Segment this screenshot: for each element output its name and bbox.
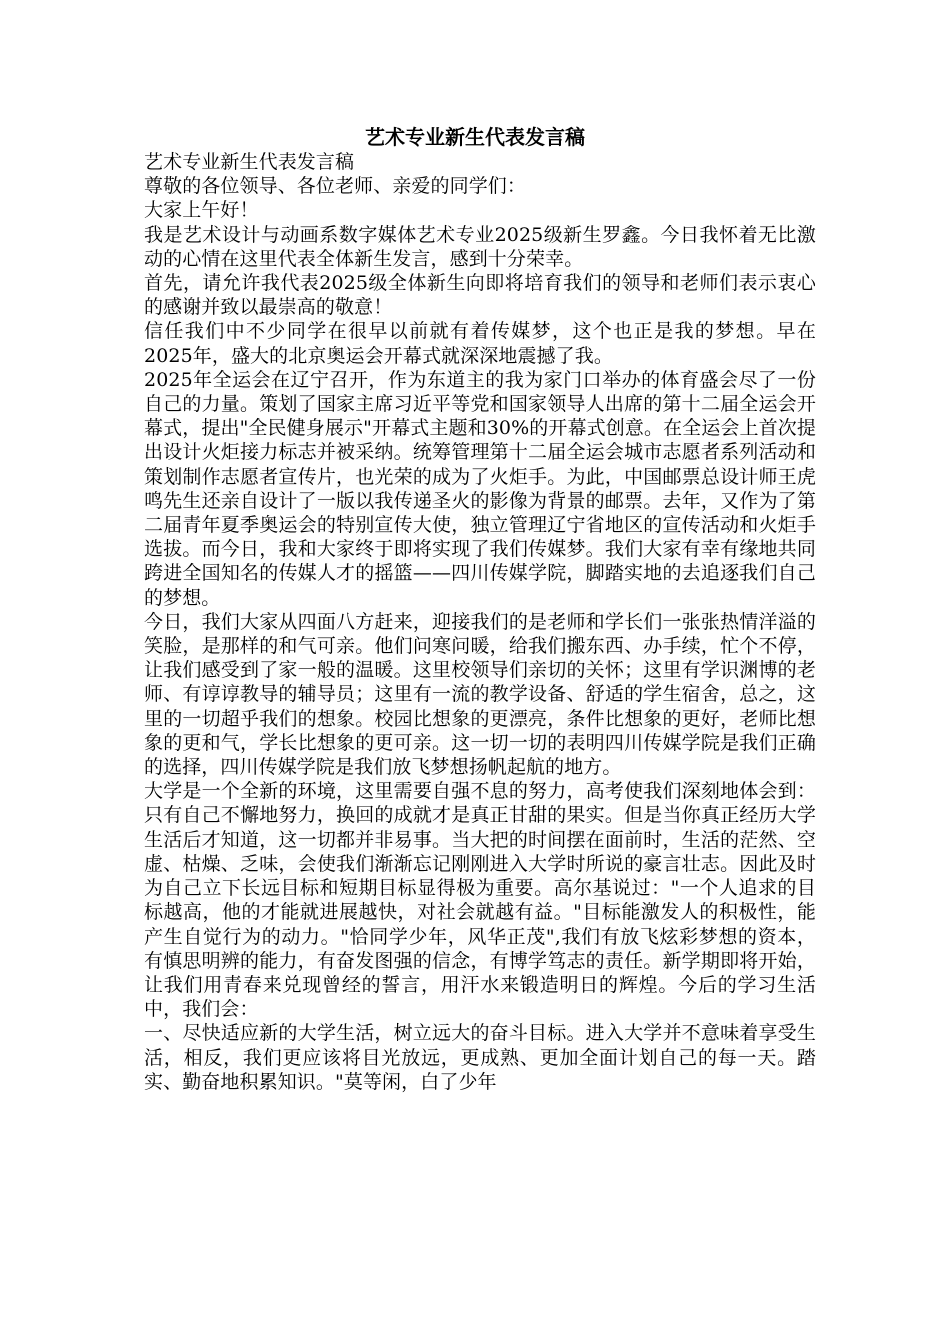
paragraph-introduction: 我是艺术设计与动画系数字媒体艺术专业2025级新生罗鑫。今日我怀着无比激动的心情在这里代表全体新生发言，感到十分荣幸。 xyxy=(144,223,816,270)
paragraph-greeting: 大家上午好！ xyxy=(144,199,259,222)
paragraph-dream: 信任我们中不少同学在很早以前就有着传媒梦，这个也正是我的梦想。早在2025年，盛大的北京奥运会开幕式就深深地震撼了我。 xyxy=(144,320,816,367)
document-body xyxy=(144,150,816,1094)
paragraph-university: 大学是一个全新的环境，这里需要自强不息的努力，高考使我们深刻地体会到：只有自己不懈地努力，换回的成就才是真正甘甜的果实。但是当你真正经历大学生活后才知道，这一切都并非易事。当大把的时间摆在面前时，生活的茫然、空虚、枯燥、乏味，会使我们渐渐忘记刚刚进入大学时所说的豪言壮志。因此及时为自己立下长远目标和短期目标显得极为重要。高尔基说过："一个人追求的目标越高，他的才能就进展越快，对社会就越有益。"目标能激发人的积极性，能产生自觉行为的动力。"恰同学少年，风华正茂",我们有放飞炫彩梦想的资本，有慎思明辨的能力，有奋发图强的信念，有博学笃志的责任。新学期即将开始，让我们用青春来兑现曾经的誓言，用汗水来锻造明日的辉煌。今后的学习生活中，我们会： xyxy=(144,780,816,1021)
paragraph-arrival: 今日，我们大家从四面八方赶来，迎接我们的是老师和学长们一张张热情洋溢的笑脸，是那样的和气可亲。他们问寒问暖，给我们搬东西、办手续，忙个不停，让我们感受到了家一般的温暖。这里校领导们亲切的关怀；这里有学识渊博的老师、有谆谆教导的辅导员；这里有一流的教学设备、舒适的学生宿舍，总之，这里的一切超乎我们的想象。校园比想象的更漂亮，条件比想象的更好，老师比想象的更和气，学长比想象的更可亲。这一切一切的表明四川传媒学院是我们正确的选择，四川传媒学院是我们放飞梦想扬帆起航的地方。 xyxy=(144,610,816,779)
paragraph-point-one: 一、尽快适应新的大学生活，树立远大的奋斗目标。进入大学并不意味着享受生活，相反，我们更应该将目光放远，更成熟、更加全面计划自己的每一天。踏实、勤奋地积累知识。"莫等闲，白了少年 xyxy=(144,1022,816,1093)
paragraph-salutation: 尊敬的各位领导、各位老师、亲爱的同学们： xyxy=(144,175,527,198)
document-title: 艺术专业新生代表发言稿 xyxy=(365,125,585,149)
paragraph-experience: 2025年全运会在辽宁召开，作为东道主的我为家门口举办的体育盛会尽了一份自己的力量。策划了国家主席习近平等党和国家领导人出席的第十二届全运会开幕式，提出"全民健身展示"开幕式主题和30%的开幕式创意。在全运会上首次提出设计火炬接力标志并被采纳。统筹管理第十二届全运会城市志愿者系列活动和策划制作志愿者宣传片，也光荣的成为了火炬手。为此，中国邮票总设计师王虎鸣先生还亲自设计了一版以我传递圣火的影像为背景的邮票。去年，又作为了第二届青年夏季奥运会的特别宣传大使，独立管理辽宁省地区的宣传活动和火炬手选拔。而今日，我和大家终于即将实现了我们传媒梦。我们大家有幸有缘地共同跨进全国知名的传媒人才的摇篮——四川传媒学院，脚踏实地的去追逐我们自己的梦想。 xyxy=(144,368,816,609)
paragraph-thanks: 首先，请允许我代表2025级全体新生向即将培育我们的领导和老师们表示衷心的感谢并致以最崇高的敬意！ xyxy=(144,272,816,319)
paragraph-subtitle: 艺术专业新生代表发言稿 xyxy=(144,151,355,173)
